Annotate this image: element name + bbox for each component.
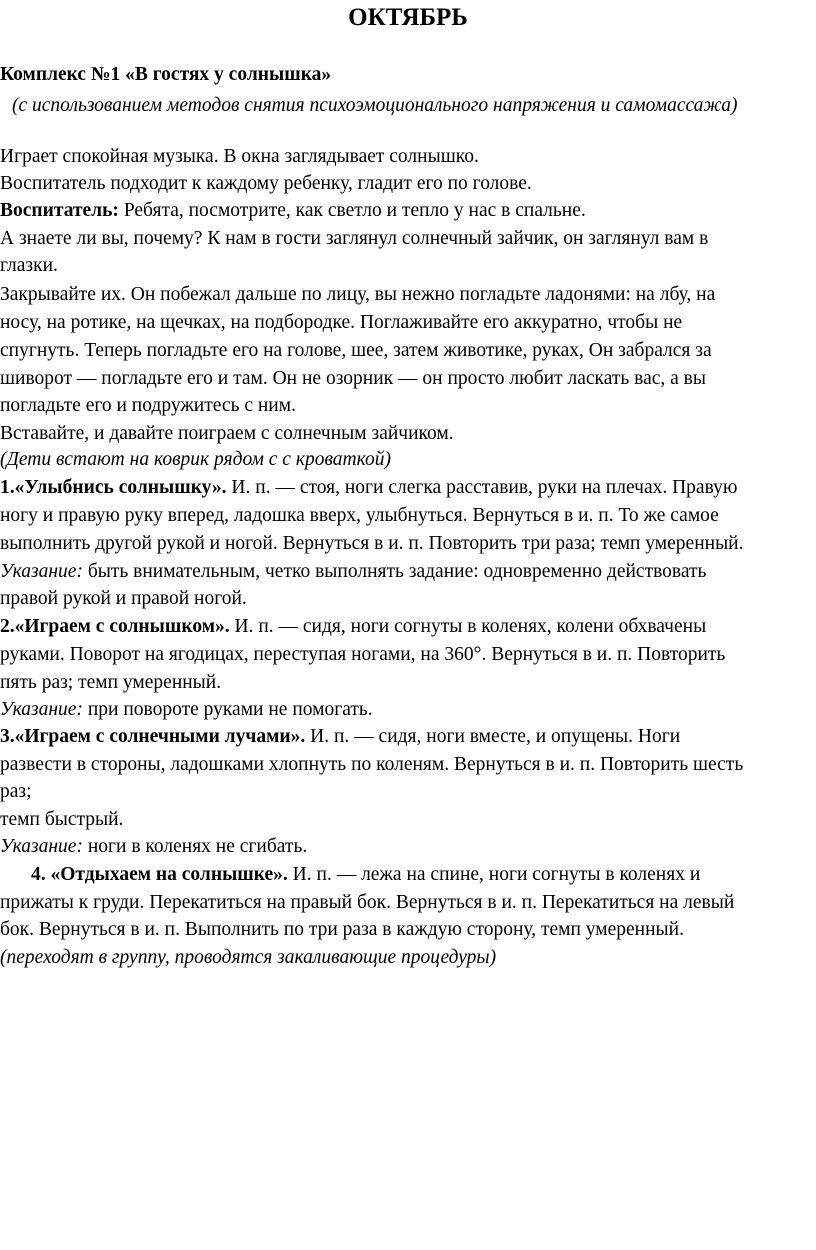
exercise-2-first-line: 2.«Играем с солнышком». И. п. — сидя, ноги согнуты в коленях, колени обхвачены [0, 616, 707, 637]
intro-line: Вставайте, и давайте поиграем с солнечным зайчиком. [0, 423, 454, 444]
exercise-line: раз; [0, 781, 32, 802]
teacher-label: Воспитатель: [0, 200, 119, 221]
intro-line: Играет спокойная музыка. В окна заглядывает солнышко. [0, 146, 479, 167]
note-label: Указание: [0, 836, 83, 857]
intro-line: Воспитатель подходит к каждому ребенку, гладит его по голове. [0, 173, 532, 194]
closing-remark: (переходят в группу, проводятся закаливающие процедуры) [0, 947, 497, 968]
note-label: Указание: [0, 561, 83, 582]
intro-line: Закрывайте их. Он побежал дальше по лицу, вы нежно погладьте ладонями: на лбу, на [0, 284, 716, 305]
exercise-3-name: 3.«Играем с солнечными лучами». [0, 726, 306, 747]
intro-line: носу, на ротике, на щечках, на подбородке. Поглаживайте его аккуратно, чтобы не [0, 312, 683, 333]
exercise-1-name: 1.«Улыбнись солнышку». [0, 477, 227, 498]
exercise-line: развести в стороны, ладошками хлопнуть по коленям. Вернуться в и. п. Повторить шесть [0, 754, 744, 775]
complex-subtitle: (с использованием методов снятия психоэмоционального напряжения и самомассажа) [12, 95, 738, 116]
exercise-4-first-line: 4. «Отдыхаем на солнышке». И. п. — лежа на спине, ноги согнуты в коленях и [31, 864, 701, 885]
exercise-line: руками. Поворот на ягодицах, переступая ногами, на 360°. Вернуться в и. п. Повторить [0, 644, 726, 665]
exercise-line: прижаты к груди. Перекатиться на правый бок. Вернуться в и. п. Перекатиться на левый [0, 892, 735, 913]
intro-line: шиворот — погладьте его и там. Он не озорник — он просто любит ласкать вас, а вы [0, 368, 706, 389]
exercise-4-name: 4. «Отдыхаем на солнышке». [31, 864, 288, 885]
exercise-line: выполнить другой рукой и ногой. Вернуться в и. п. Повторить три раза; темп умеренный. [0, 533, 744, 554]
teacher-speech [0, 198, 586, 224]
exercise-1-note: Указание: быть внимательным, четко выполнять задание: одновременно действовать [0, 561, 707, 582]
complex-heading: Комплекс №1 «В гостях у солнышка» [0, 64, 332, 85]
exercise-1-first-line: 1.«Улыбнись солнышку». И. п. — стоя, ноги слегка расставив, руки на плечах. Правую [0, 477, 738, 498]
exercise-2-name: 2.«Играем с солнышком». [0, 616, 230, 637]
intro-line: погладьте его и подружитесь с ним. [0, 395, 296, 416]
exercise-line: пять раз; темп умеренный. [0, 672, 222, 693]
intro-line: А знаете ли вы, почему? К нам в гости заглянул солнечный зайчик, он заглянул вам в [0, 228, 709, 249]
intro-remark: (Дети встают на коврик рядом с с кроваткой) [0, 449, 391, 470]
exercise-line: бок. Вернуться в и. п. Выполнить по три раза в каждую сторону, темп умеренный. [0, 919, 684, 940]
intro-line: глазки. [0, 255, 58, 276]
note-label: Указание: [0, 699, 83, 720]
exercise-line: ногу и правую руку вперед, ладошка вверх, улыбнуться. Вернуться в и. п. То же самое [0, 505, 719, 526]
intro-line: спугнуть. Теперь погладьте его на голове, шее, затем животике, руках, Он забрался за [0, 340, 712, 361]
exercise-3-first-line: 3.«Играем с солнечными лучами». И. п. — сидя, ноги вместе, и опущены. Ноги [0, 726, 681, 747]
exercise-3-note: Указание: ноги в коленях не сгибать. [0, 836, 308, 857]
teacher-text: Ребята, посмотрите, как светло и тепло у нас в спальне. [118, 200, 586, 221]
page-title: ОКТЯБРЬ [348, 4, 468, 31]
exercise-line: правой рукой и правой ногой. [0, 588, 247, 609]
exercise-line: темп быстрый. [0, 809, 124, 830]
exercise-2-note: Указание: при повороте руками не помогать. [0, 699, 373, 720]
